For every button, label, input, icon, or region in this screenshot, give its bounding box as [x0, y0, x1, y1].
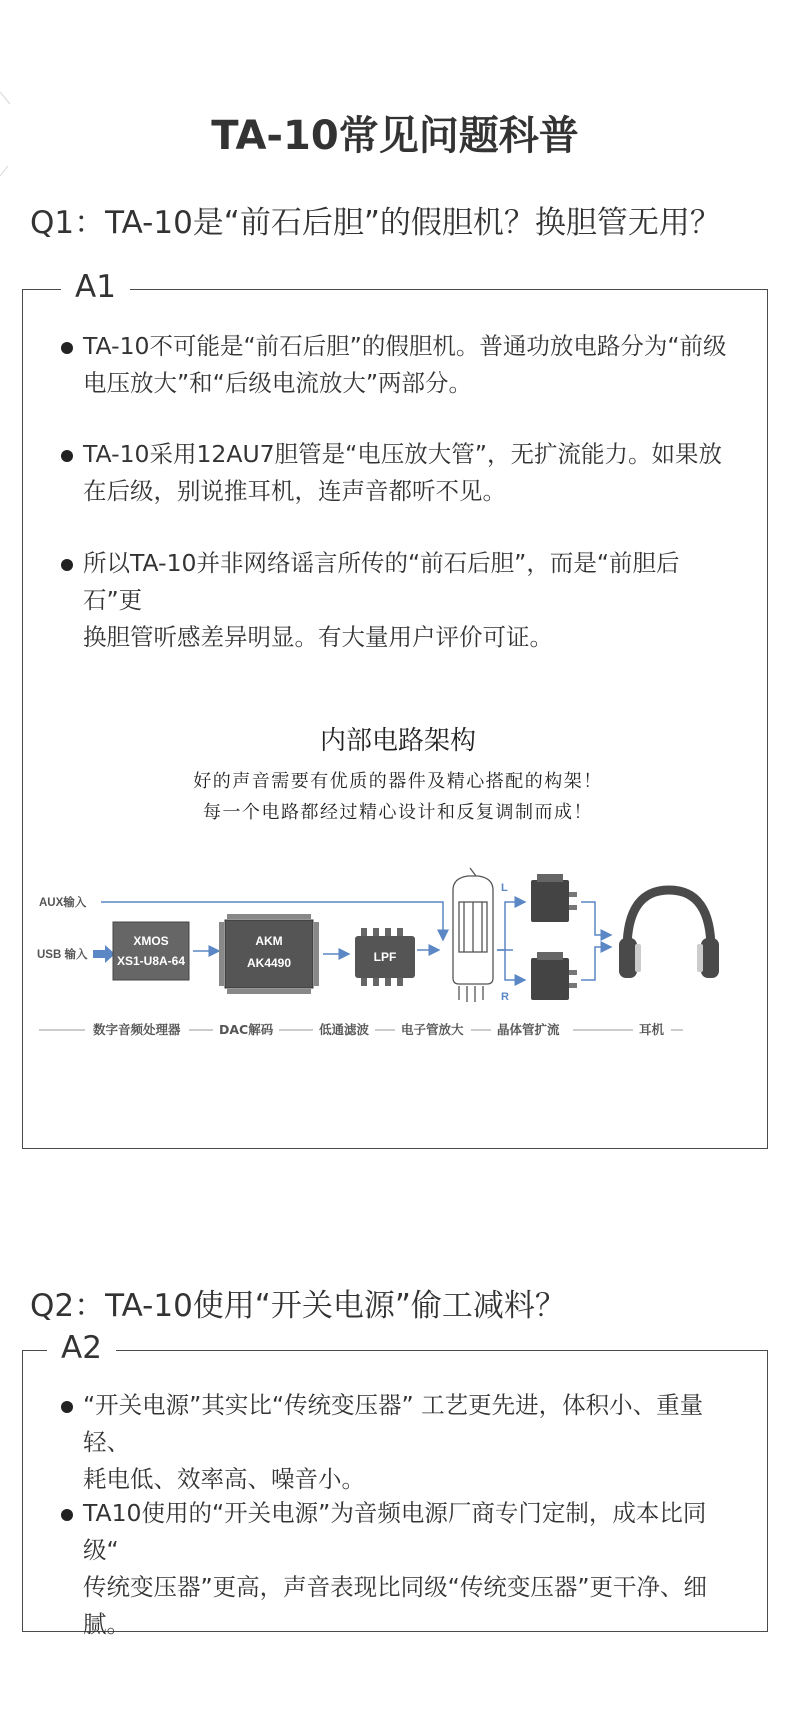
stage-label: 数字音频处理器	[93, 1022, 181, 1037]
headphones-icon	[619, 890, 719, 978]
akm-dac-chip	[219, 914, 319, 994]
bullet-line: TA-10采用12AU7胆管是“电压放大管”，无扩流能力。如果放	[83, 440, 722, 468]
transistor-left-icon	[531, 874, 577, 922]
akm-chip-label: AKM	[255, 934, 283, 948]
bullet-line: TA10使用的“开关电源”为音频电源厂商专门定制，成本比同级“	[83, 1499, 707, 1564]
usb-arrow-icon	[93, 945, 115, 963]
answer-1-box	[22, 269, 768, 1149]
left-channel-label: L	[501, 882, 508, 894]
transistor-right-icon	[531, 952, 577, 1000]
answer-2-label: A2	[47, 1330, 116, 1366]
circuit-diagram	[23, 290, 767, 1150]
bullet-line: 换胆管听感差异明显。有大量用户评价可证。	[83, 623, 553, 651]
bullet-line: “开关电源”其实比“传统变压器” 工艺更先进，体积小、重量轻、	[83, 1391, 704, 1456]
answer-2-box	[22, 1330, 768, 1638]
bullet-line: 传统变压器”更高，声音表现比同级“传统变压器”更干净、细腻。	[83, 1573, 708, 1638]
xmos-chip	[113, 922, 189, 980]
circuit-subtitle-2: 每一个电路都经过精心设计和反复调制而成！	[203, 802, 593, 823]
bullet-dot	[61, 1509, 73, 1521]
bullet-dot	[61, 1401, 73, 1413]
stage-label: 电子管放大	[401, 1022, 464, 1037]
bullet-line: 所以TA-10并非网络谣言所传的“前石后胆”，而是“前胆后石”更	[83, 549, 680, 614]
akm-chip-model: AK4490	[246, 956, 292, 970]
question-2: Q2：TA-10使用“开关电源”偷工减料？	[30, 1288, 566, 1324]
stage-label: DAC解码	[219, 1022, 274, 1037]
lpf-chip-label: LPF	[373, 950, 397, 964]
right-signal-line	[505, 950, 525, 980]
xmos-chip-label: XMOS	[133, 934, 169, 948]
circuit-title: 内部电路架构	[319, 726, 476, 756]
xmos-chip-model: XS1-U8A-64	[116, 954, 186, 968]
answer-1-label: A1	[61, 269, 130, 305]
left-signal-line	[497, 902, 525, 950]
stage-label: 耳机	[639, 1022, 665, 1037]
stage-label: 晶体管扩流	[497, 1022, 560, 1037]
lpf-chip	[355, 928, 415, 986]
bullet-line: 在后级，别说推耳机，连声音都听不见。	[83, 477, 506, 505]
page-title: TA-10常见问题科普	[211, 113, 579, 159]
answer-2-bullet	[61, 1495, 737, 1643]
circuit-subtitle-1: 好的声音需要有优质的器件及精心搭配的构架！	[193, 771, 603, 792]
right-channel-label: R	[501, 991, 509, 1003]
aux-input-label: AUX输入	[39, 897, 87, 909]
usb-input-label: USB 输入	[37, 949, 88, 961]
bullet-line: 电压放大”和“后级电流放大”两部分。	[83, 369, 473, 397]
question-1: Q1：TA-10是“前石后胆”的假胆机？换胆管无用？	[30, 205, 721, 241]
output-signal-line	[581, 947, 611, 980]
stage-label: 低通滤波	[319, 1022, 370, 1037]
output-signal-line	[581, 902, 611, 935]
bullet-line: TA-10不可能是“前石后胆”的假胆机。普通功放电路分为“前级	[83, 332, 727, 360]
answer-2-bullet	[61, 1387, 737, 1498]
vacuum-tube-icon	[453, 868, 493, 1002]
bullet-line: 耗电低、效率高、噪音小。	[83, 1465, 365, 1493]
